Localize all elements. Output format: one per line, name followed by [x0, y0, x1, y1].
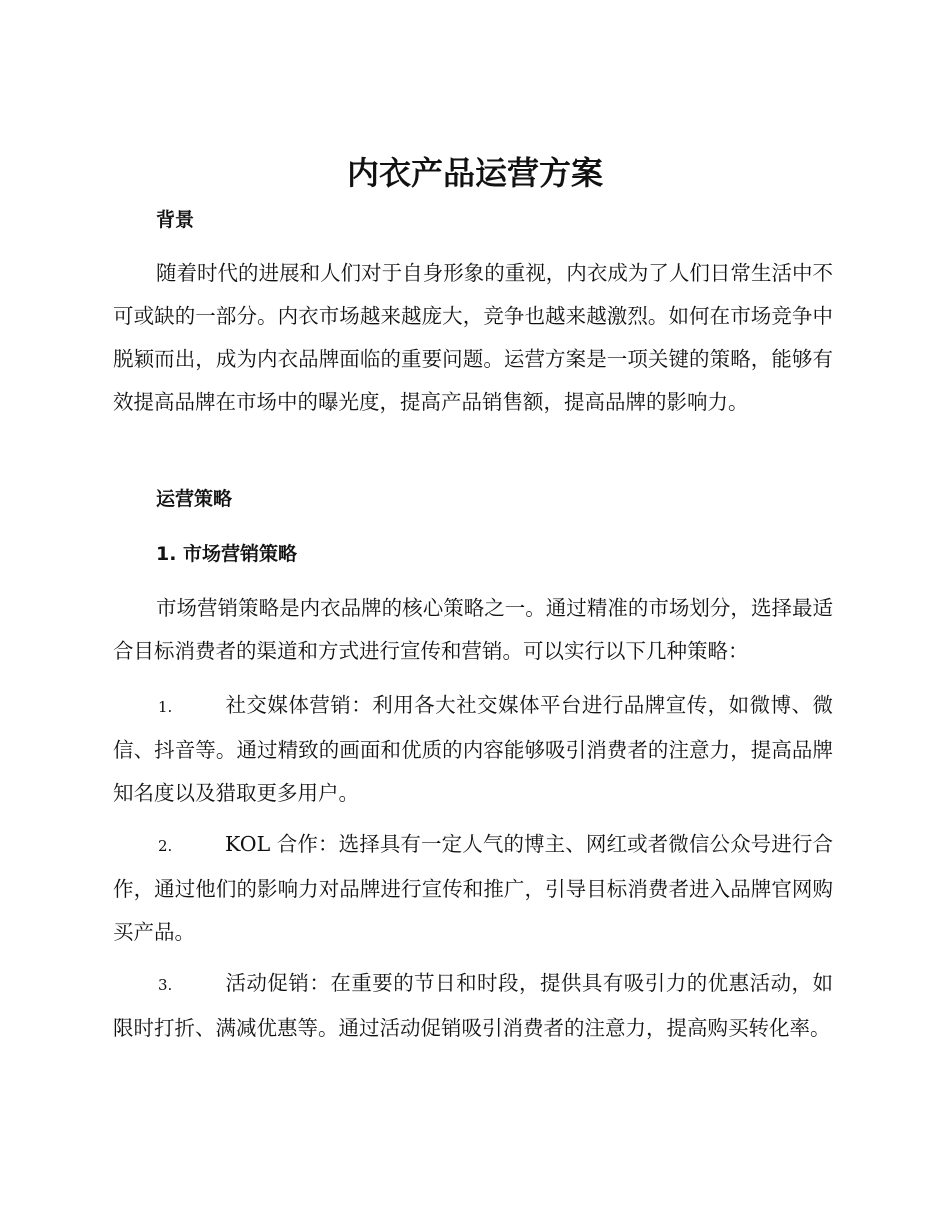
- list-item-number: 1.: [158, 698, 173, 716]
- list-item-number: 2.: [158, 837, 173, 855]
- paragraph-background: 随着时代的进展和人们对于自身形象的重视，内衣成为了人们日常生活中不可或缺的一部分。内衣市场越来越庞大，竞争也越来越激烈。如何在市场竞争中脱颖而出，成为内衣品牌面临的重要问题。运营方案是一项关键的策略，能够有效提高品牌在市场中的曝光度，提高产品销售额，提高品牌的影响力。: [113, 261, 833, 414]
- list-item: [113, 684, 833, 815]
- document-title: 内衣产品运营方案: [346, 154, 603, 192]
- list-item-number: 3.: [158, 976, 173, 994]
- list-item-text: KOL 合作：选择具有一定人气的博主、网红或者微信公众号进行合作，通过他们的影响力对品牌进行宣传和推广，引导目标消费者进入品牌官网购买产品。: [113, 832, 833, 944]
- subsection-heading-marketing: 1. 市场营销策略: [156, 543, 298, 565]
- paragraph-marketing: 市场营销策略是内衣品牌的核心策略之一。通过精准的市场划分，选择最适合目标消费者的渠道和方式进行宣传和营销。可以实行以下几种策略：: [113, 596, 833, 663]
- list-item-text: 社交媒体营销：利用各大社交媒体平台进行品牌宣传，如微博、微信、抖音等。通过精致的画面和优质的内容能够吸引消费者的注意力，提高品牌知名度以及猎取更多用户。: [113, 693, 833, 805]
- list-item: [113, 823, 833, 954]
- section-heading-strategy: 运营策略: [156, 488, 233, 510]
- list-item: [113, 962, 833, 1050]
- list-item-text: 活动促销：在重要的节日和时段，提供具有吸引力的优惠活动，如限时打折、满减优惠等。通过活动促销吸引消费者的注意力，提高购买转化率。: [113, 971, 833, 1040]
- section-heading-background: 背景: [156, 209, 195, 231]
